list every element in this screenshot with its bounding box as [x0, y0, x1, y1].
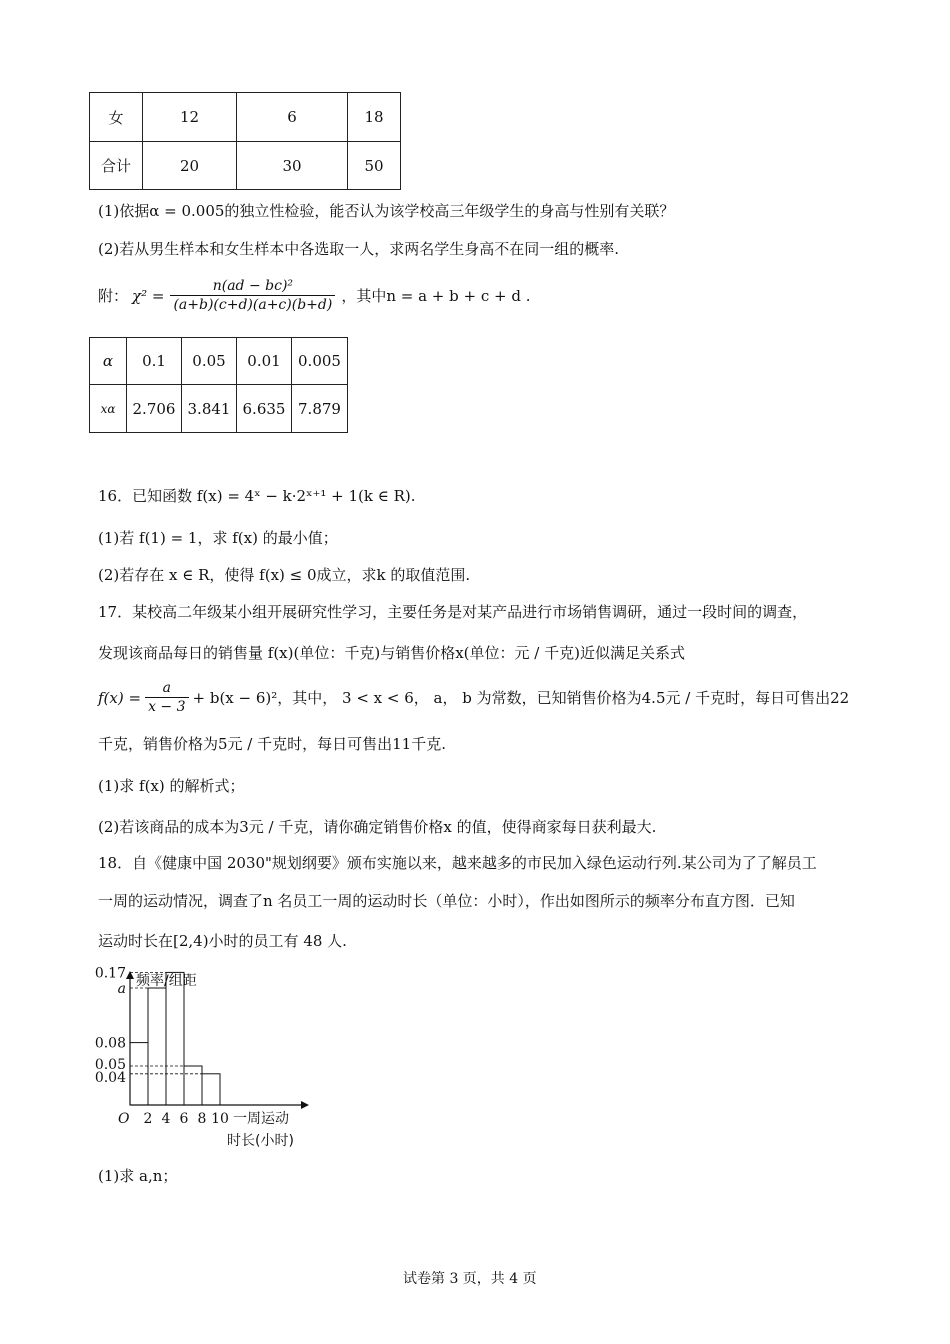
histogram-bar: [148, 988, 166, 1105]
q18-line3: 运动时长在[2,4)小时的员工有 48 人.: [98, 932, 347, 950]
y-tick-label: a: [117, 981, 126, 997]
table-cell: 2.706: [127, 385, 182, 433]
table-cell: xα: [90, 385, 127, 433]
table-cell: 6.635: [237, 385, 292, 433]
formula-numerator: n(ad − bc)²: [170, 278, 335, 296]
formula-denominator: (a+b)(c+d)(a+c)(b+d): [173, 297, 333, 313]
q15-part2: (2)若从男生样本和女生样本中各选取一人，求两名学生身高不在同一组的概率.: [98, 240, 620, 258]
formula-lhs: χ² =: [132, 286, 165, 305]
y-tick-label: 0.17: [95, 965, 126, 982]
histogram-bar: [202, 1074, 220, 1105]
chi-square-formula: [98, 278, 530, 313]
q16-stem: 16．已知函数 f(x) = 4ˣ − k·2ˣ⁺¹ + 1(k ∈ R).: [98, 487, 416, 505]
q17-line2: 发现该商品每日的销售量 f(x)(单位：千克)与销售价格x(单位：元 / 千克)近似满足关系式: [98, 644, 685, 662]
y-axis-label: 频率/组距: [136, 973, 197, 989]
frequency-histogram: [95, 965, 325, 1150]
table-row: [90, 93, 401, 142]
formula-suffix: ，其中n = a + b + c + d .: [341, 287, 531, 305]
x-tick-label: 8: [197, 1111, 207, 1127]
x-tick-label: 10: [211, 1111, 229, 1127]
page-footer: 试卷第 3 页，共 4 页: [403, 1271, 537, 1287]
x-axis-label: 时长(小时): [227, 1133, 294, 1149]
q17-part1: (1)求 f(x) 的解析式；: [98, 777, 245, 795]
origin-label: O: [118, 1111, 130, 1127]
table-cell: 0.1: [127, 338, 182, 385]
table-cell: 合计: [90, 142, 143, 190]
x-tick-label: 2: [143, 1111, 153, 1127]
formula-fraction: [170, 278, 335, 313]
q17-line4: 千克，销售价格为5元 / 千克时，每日可售出11千克.: [98, 735, 446, 753]
q18-line1: 18．自《健康中国 2030"规划纲要》颁布实施以来，越来越多的市民加入绿色运动行列.某公司为了了解员工: [98, 854, 817, 872]
q18-part1: (1)求 a,n；: [98, 1167, 178, 1185]
histogram-bar: [184, 1066, 202, 1105]
table-row: [90, 385, 348, 433]
table-cell: 50: [348, 142, 401, 190]
table-cell: 6: [237, 93, 348, 142]
q17-func-lhs: f(x) =: [98, 688, 142, 707]
q15-part1: (1)依据α = 0.005的独立性检验，能否认为该学校高三年级学生的身高与性别有关联？: [98, 202, 675, 220]
q17-fraction: [145, 680, 188, 715]
q17-denominator: x − 3: [148, 699, 186, 715]
table-row: [90, 338, 348, 385]
q18-line2: 一周的运动情况，调查了n 名员工一周的运动时长（单位：小时），作出如图所示的频率分布直方图．已知: [98, 892, 795, 910]
y-tick-label: 0.05: [95, 1057, 126, 1073]
table-cell: 30: [237, 142, 348, 190]
appendix-label: 附：: [98, 287, 129, 305]
x-tick-label: 4: [161, 1111, 171, 1127]
q17-line3: [98, 680, 849, 715]
table-cell: 18: [348, 93, 401, 142]
x-axis-arrow: [301, 1101, 309, 1109]
table-cell: α: [90, 338, 127, 385]
q17-line1: 17．某校高二年级某小组开展研究性学习，主要任务是对某产品进行市场销售调研，通过一段时间的调查，: [98, 603, 808, 621]
critical-value-table: [89, 337, 348, 433]
q17-numerator: a: [145, 680, 188, 698]
table-row: [90, 142, 401, 190]
table-cell: 12: [143, 93, 237, 142]
q17-func-rest: + b(x − 6)²，其中， 3 < x < 6， a， b 为常数，已知销售价格为4.5元 / 千克时，每日可售出22: [192, 689, 850, 707]
y-tick-label: 0.04: [95, 1069, 126, 1086]
q16-part1: (1)若 f(1) = 1，求 f(x) 的最小值；: [98, 529, 338, 547]
table-cell: 7.879: [292, 385, 348, 433]
table-cell: 0.01: [237, 338, 292, 385]
q16-part2: (2)若存在 x ∈ R，使得 f(x) ≤ 0成立，求k 的取值范围.: [98, 566, 471, 584]
q17-part2: (2)若该商品的成本为3元 / 千克，请你确定销售价格x 的值，使得商家每日获利最大.: [98, 818, 657, 836]
histogram-bar: [166, 972, 184, 1105]
table-cell: 20: [143, 142, 237, 190]
x-axis-label: 一周运动: [233, 1111, 289, 1127]
x-tick-label: 6: [179, 1111, 189, 1127]
table-cell: 3.841: [182, 385, 237, 433]
y-tick-label: 0.08: [95, 1035, 126, 1052]
table-cell: 0.005: [292, 338, 348, 385]
contingency-table: [89, 92, 401, 190]
table-cell: 0.05: [182, 338, 237, 385]
table-cell: 女: [90, 93, 143, 142]
